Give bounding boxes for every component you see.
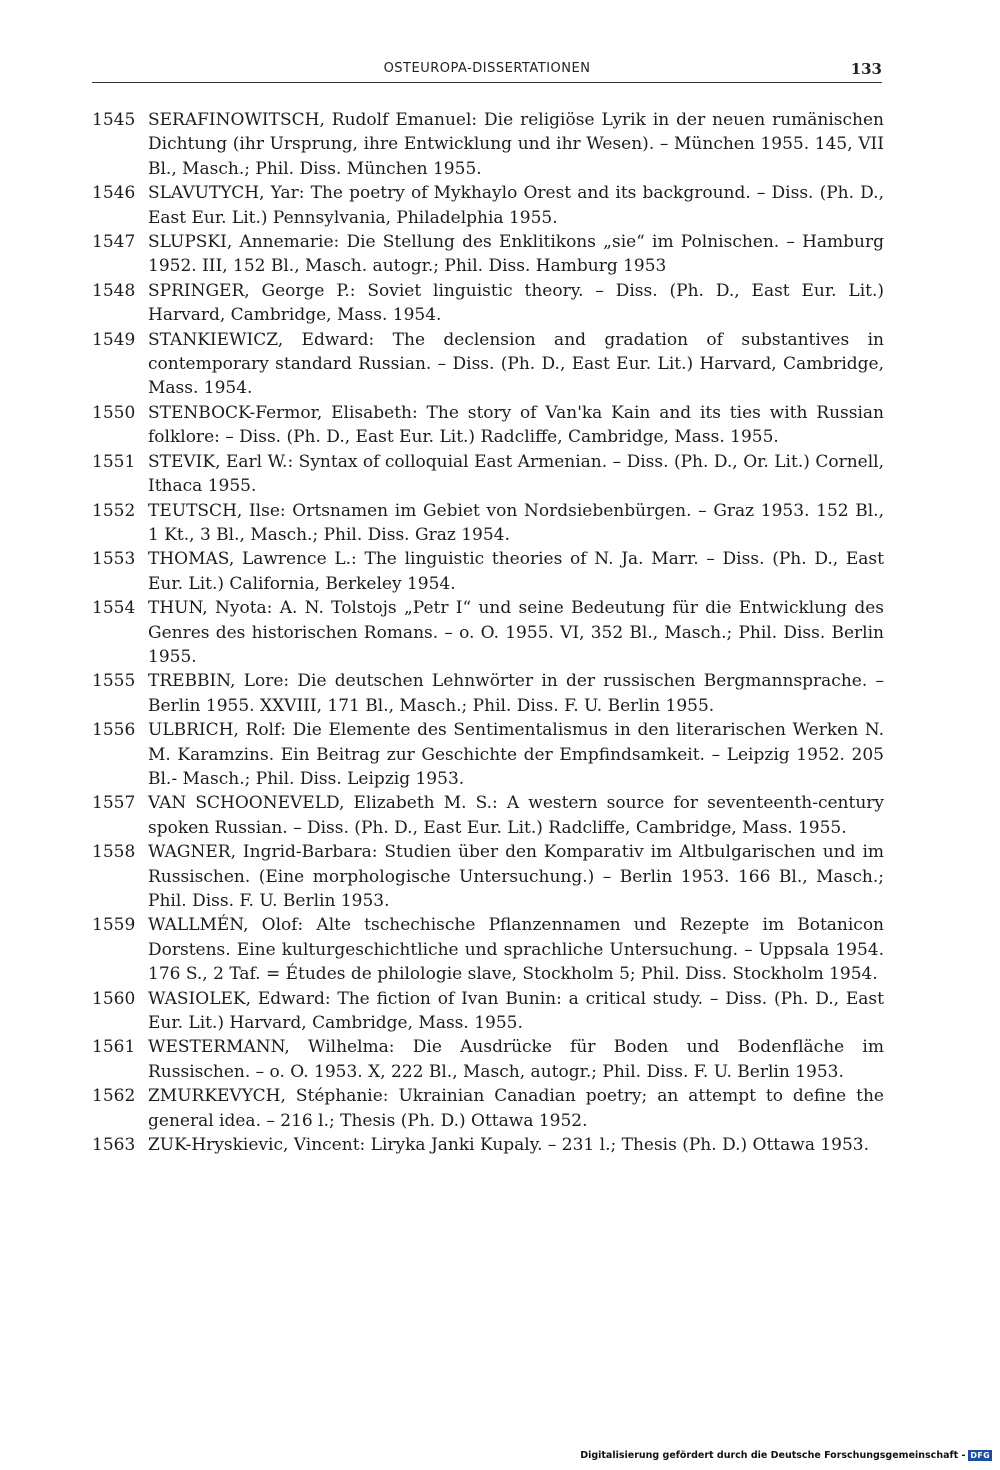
entry-text: WAGNER, Ingrid-Barbara: Studien über den Komparativ im Altbulgarischen und im Russischen. (Eine morphologische Untersuchung.) – Berlin 1953. 166 Bl., Masch.; Phil. Diss. F. U. Berlin 1953. xyxy=(148,842,884,911)
entry-number: 1553 xyxy=(92,549,136,570)
entry-number: 1545 xyxy=(92,110,136,130)
bibliography-entry xyxy=(92,279,884,328)
bibliography-entry xyxy=(92,547,884,596)
entry-number: 1546 xyxy=(92,183,136,204)
bibliography-list xyxy=(92,108,884,1157)
bibliography-entry xyxy=(92,450,884,499)
entry-number: 1560 xyxy=(92,988,136,1009)
entry-text: ZUK-Hryskievic, Vincent: Liryka Janki Kupaly. – 231 l.; Thesis (Ph. D.) Ottawa 1953. xyxy=(148,1135,870,1156)
entry-number: 1554 xyxy=(92,598,136,619)
bibliography-entry xyxy=(92,596,884,669)
entry-text: VAN SCHOONEVELD, Elizabeth M. S.: A western source for seventeenth-century spoken Russian. – Diss. (Ph. D., East Eur. Lit.) Radcliffe, Cambridge, Mass. 1955. xyxy=(148,793,884,838)
entry-number: 1555 xyxy=(92,671,136,692)
entry-number: 1547 xyxy=(92,232,136,253)
entry-number: 1563 xyxy=(92,1135,136,1156)
bibliography-entry xyxy=(92,987,884,1036)
entry-text: WESTERMANN, Wilhelma: Die Ausdrücke für Boden und Bodenfläche im Russischen. – o. O. 1953. X, 222 Bl., Masch, autogr.; Phil. Diss. F. U. Berlin 1953. xyxy=(148,1037,884,1082)
bibliography-entry xyxy=(92,1084,884,1133)
entry-text: SPRINGER, George P.: Soviet linguistic theory. – Diss. (Ph. D., East Eur. Lit.) Harvard, Cambridge, Mass. 1954. xyxy=(148,280,884,326)
entry-number: 1550 xyxy=(92,402,136,423)
entry-number: 1559 xyxy=(92,915,136,936)
entry-text: WALLMÉN, Olof: Alte tschechische Pflanzennamen und Rezepte im Botanicon Dorstens. Eine kulturgeschichtliche und sprachliche Untersuchung. – Uppsala 1954. 176 S., 2 Taf. = Études de philologie slave, Stockholm 5; Phil. Diss. Stockholm 1954. xyxy=(148,915,884,985)
dfg-logo: DFG xyxy=(970,1451,990,1460)
entry-number: 1551 xyxy=(92,451,136,472)
bibliography-entry xyxy=(92,840,884,913)
entry-text: TREBBIN, Lore: Die deutschen Lehnwörter in der russischen Bergmannsprache. – Berlin 1955. XXVIII, 171 Bl., Masch.; Phil. Diss. F. U. Berlin 1955. xyxy=(148,671,884,716)
entry-number: 1557 xyxy=(92,793,136,814)
entry-number: 1562 xyxy=(92,1086,136,1107)
bibliography-entry xyxy=(92,1035,884,1084)
bibliography-entry xyxy=(92,1133,884,1157)
entry-text: THOMAS, Lawrence L.: The linguistic theories of N. Ja. Marr. – Diss. (Ph. D., East Eur. Lit.) California, Berkeley 1954. xyxy=(148,549,884,594)
running-header xyxy=(92,60,882,83)
entry-text: SERAFINOWITSCH, Rudolf Emanuel: Die religiöse Lyrik in der neuen rumänischen Dichtung (ihr Ursprung, ihre Entwicklung und ihr Wesen). – München 1955. 145, VII Bl., Masch.; Phil. Diss. München 1955. xyxy=(148,110,884,179)
bibliography-entry xyxy=(92,791,884,840)
digitization-footer xyxy=(580,1450,992,1461)
bibliography-entry xyxy=(92,718,884,791)
footer-credit: Digitalisierung gefördert durch die Deutsche Forschungsgemeinschaft - xyxy=(580,1450,966,1461)
bibliography-entry xyxy=(92,401,884,450)
bibliography-entry xyxy=(92,499,884,548)
entry-text: TEUTSCH, Ilse: Ortsnamen im Gebiet von Nordsiebenbürgen. – Graz 1953. 152 Bl., 1 Kt., 3 Bl., Masch.; Phil. Diss. Graz 1954. xyxy=(148,500,884,545)
entry-text: STEVIK, Earl W.: Syntax of colloquial East Armenian. – Diss. (Ph. D., Or. Lit.) Cornell, Ithaca 1955. xyxy=(148,451,884,497)
running-title: OSTEUROPA-DISSERTATIONEN xyxy=(383,61,591,76)
entry-text: STANKIEWICZ, Edward: The declension and gradation of substantives in contemporary standard Russian. – Diss. (Ph. D., East Eur. Lit.) Harvard, Cambridge, Mass. 1954. xyxy=(148,329,884,399)
bibliography-entry xyxy=(92,913,884,986)
entry-text: ZMURKEVYCH, Stéphanie: Ukrainian Canadian poetry; an attempt to define the general idea. – 216 l.; Thesis (Ph. D.) Ottawa 1952. xyxy=(148,1086,884,1131)
bibliography-entry xyxy=(92,669,884,718)
entry-text: STENBOCK-Fermor, Elisabeth: The story of Van'ka Kain and its ties with Russian folklore: – Diss. (Ph. D., East Eur. Lit.) Radcliffe, Cambridge, Mass. 1955. xyxy=(148,402,884,448)
bibliography-entry xyxy=(92,328,884,401)
entry-text: SLAVUTYCH, Yar: The poetry of Mykhaylo Orest and its background. – Diss. (Ph. D., East Eur. Lit.) Pennsylvania, Philadelphia 1955. xyxy=(148,183,884,228)
bibliography-entry xyxy=(92,181,884,230)
entry-text: WASIOLEK, Edward: The fiction of Ivan Bunin: a critical study. – Diss. (Ph. D., East Eur. Lit.) Harvard, Cambridge, Mass. 1955. xyxy=(148,988,884,1034)
entry-number: 1552 xyxy=(92,500,136,521)
entry-number: 1549 xyxy=(92,329,136,350)
entry-number: 1548 xyxy=(92,280,136,301)
entry-number: 1556 xyxy=(92,720,136,741)
page-number: 133 xyxy=(850,60,882,78)
entry-number: 1561 xyxy=(92,1037,136,1058)
bibliography-entry xyxy=(92,230,884,279)
entry-text: THUN, Nyota: A. N. Tolstojs „Petr I“ und seine Bedeutung für die Entwicklung des Genres des historischen Romans. – o. O. 1955. VI, 352 Bl., Masch.; Phil. Diss. Berlin 1955. xyxy=(148,598,884,667)
entry-text: SLUPSKI, Annemarie: Die Stellung des Enklitikons „sie“ im Polnischen. – Hamburg 1952. III, 152 Bl., Masch. autogr.; Phil. Diss. Hamburg 1953 xyxy=(148,232,884,277)
bibliography-entry xyxy=(92,108,884,181)
entry-text: ULBRICH, Rolf: Die Elemente des Sentimentalismus in den literarischen Werken N. M. Karamzins. Ein Beitrag zur Geschichte der Empfindsamkeit. – Leipzig 1952. 205 Bl.- Masch.; Phil. Diss. Leipzig 1953. xyxy=(148,720,884,789)
entry-number: 1558 xyxy=(92,842,136,863)
